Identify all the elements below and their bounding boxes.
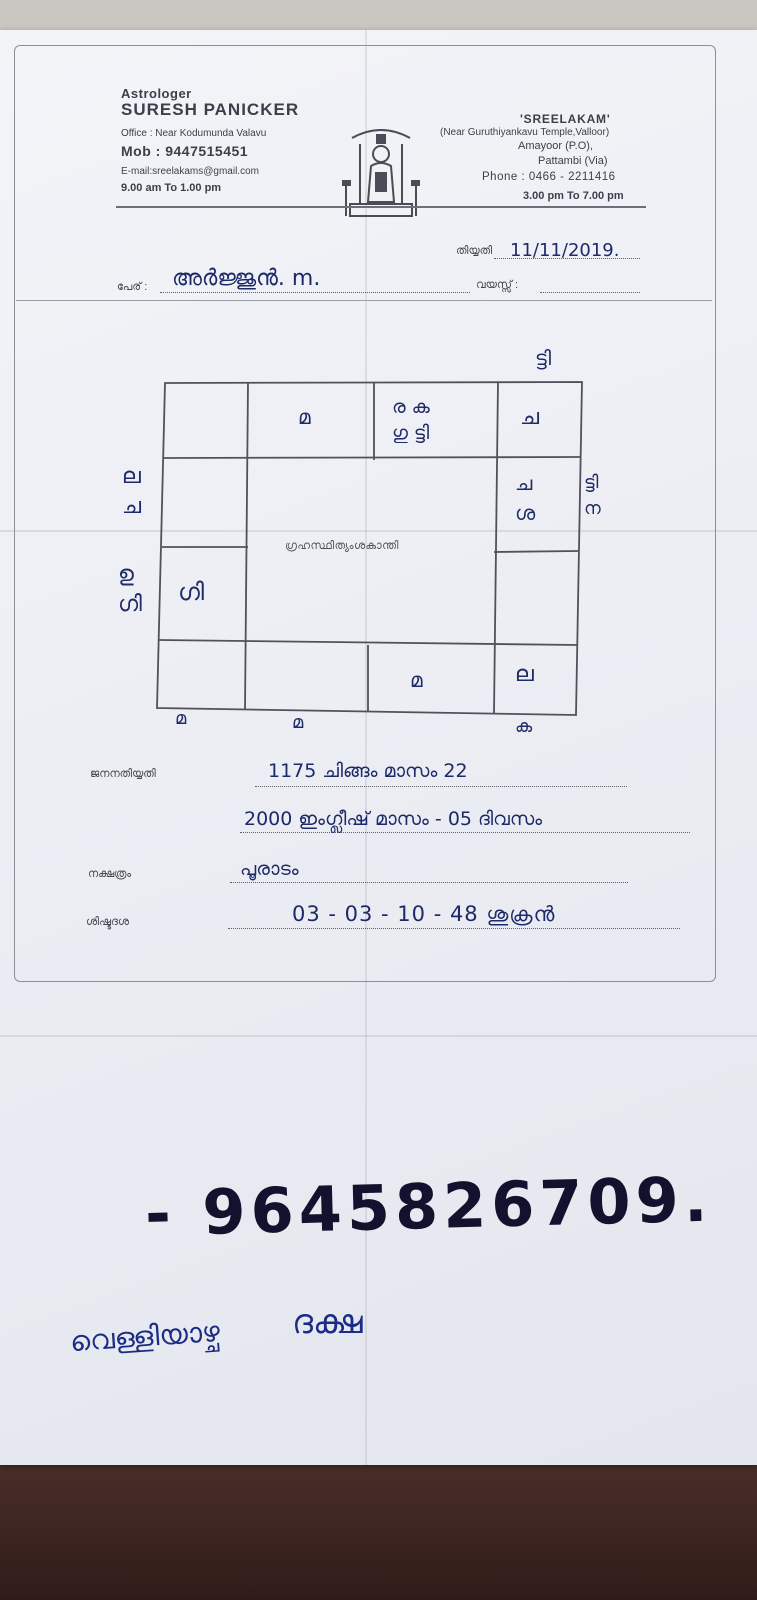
dasha-balance-line: [228, 928, 680, 929]
morning-hours: 9.00 am To 1.00 pm: [121, 182, 222, 194]
date-value: 11/11/2019.: [510, 240, 620, 261]
chart-cell-top-2: മ: [298, 405, 311, 429]
residence-landmark: (Near Guruthiyankavu Temple,Valloor): [440, 127, 610, 138]
chart-cell-top-4: ച: [520, 405, 540, 430]
residence-via: Pattambi (Via): [538, 155, 608, 167]
astrologer-label: Astrologer: [121, 86, 192, 101]
residence-name: 'SREELAKAM': [520, 112, 611, 126]
email-address: E-mail:sreelakams@gmail.com: [121, 166, 259, 177]
chart-note-above: ട്ടി: [535, 346, 552, 370]
evening-hours: 3.00 pm To 7.00 pm: [523, 190, 624, 202]
section-divider: [16, 300, 712, 301]
chart-note-below-1: മ: [175, 708, 187, 729]
residence-post-office: Amayoor (P.O),: [518, 140, 593, 152]
birth-date-line-1: [255, 786, 627, 787]
chart-cell-bottom-4: ല: [515, 662, 534, 687]
background-surface: [0, 1455, 757, 1600]
age-line: [540, 292, 640, 293]
handwritten-phone-number: - 9645826709.: [144, 1162, 714, 1251]
birth-date-line-2: [240, 832, 690, 833]
star-label: നക്ഷത്രം: [88, 868, 132, 880]
chart-note-left-upper: ല ച: [122, 464, 142, 519]
dasha-balance-label: ശിഷ്ടദശ: [86, 916, 130, 928]
paper-fold: [0, 1035, 757, 1037]
office-address: Office : Near Kodumunda Valavu: [121, 128, 267, 139]
chart-cell-bottom-3: മ: [410, 668, 423, 692]
name-line: [160, 292, 470, 293]
header-divider: [116, 206, 646, 208]
chart-cell-top-3: ര ക ഗു ട്ടി: [392, 396, 430, 444]
residence-phone: Phone : 0466 - 2211416: [482, 171, 616, 183]
dasha-balance-value: 03 - 03 - 10 - 48 ശുക്രൻ: [292, 902, 556, 926]
age-label: വയസ്സ് :: [476, 279, 519, 291]
handwritten-note-1: വെള്ളിയാഴ്ച: [68, 1314, 221, 1359]
chart-center-label: ഗ്രഹസ്ഥിത്യംശകാന്തി: [285, 540, 399, 552]
chart-cell-left-3: ഗി: [178, 578, 205, 606]
chart-note-below-2: മ: [292, 712, 304, 733]
chart-note-below-4: ക: [515, 716, 533, 737]
mobile-number: Mob : 9447515451: [121, 143, 249, 159]
star-value: പൂരാടം: [240, 858, 299, 880]
name-label: പേര് :: [117, 281, 148, 293]
handwritten-note-2: ദക്ഷ: [292, 1302, 363, 1342]
birth-date-label: ജനനതിയ്യതി: [90, 768, 156, 780]
astrologer-name: SURESH PANICKER: [121, 100, 300, 119]
chart-note-right: ട്ടി ന: [584, 472, 601, 519]
star-line: [230, 882, 628, 883]
chart-note-left-lower: ഉ ഗി: [118, 562, 142, 617]
name-value: അർജ്ജുൻ. m.: [172, 266, 321, 291]
birth-date-value-1: 1175 ചിങ്ങം മാസം 22: [268, 760, 468, 782]
birth-date-value-2: 2000 ഇംഗ്ലീഷ് മാസം - 05 ദിവസം: [244, 808, 543, 830]
chart-cell-right-2: ച ശ: [515, 471, 536, 525]
date-label: തിയ്യതി: [456, 245, 493, 257]
